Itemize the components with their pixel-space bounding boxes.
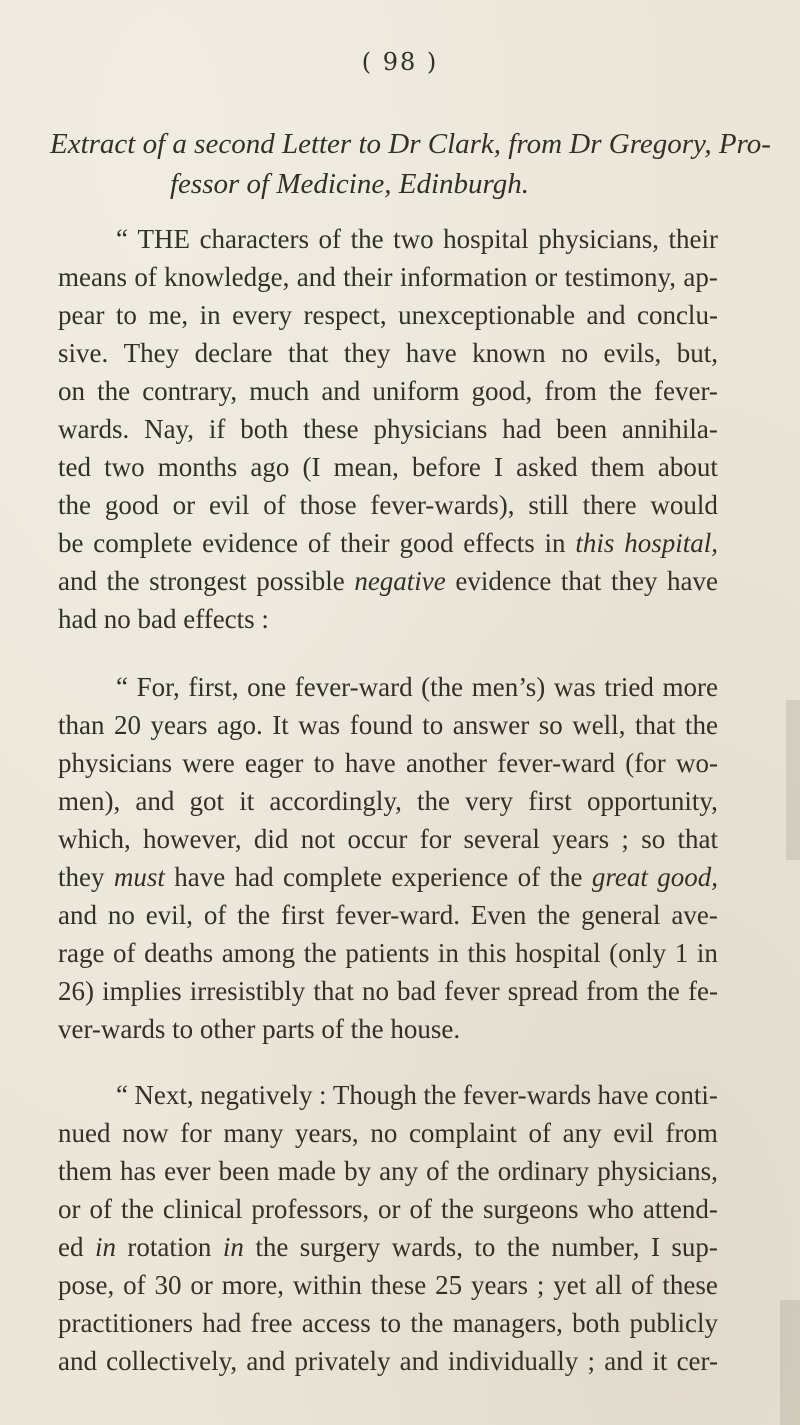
page-edge-shadow [780, 1300, 800, 1425]
text-line: physicians were eager to have another fever-ward (for wo- [58, 748, 718, 778]
text-line: men), and got it accordingly, the very first opportunity, [58, 786, 718, 816]
text-line: and no evil, of the first fever-ward. Even the general ave- [58, 900, 718, 930]
text-line: ed in rotation in the surgery wards, to the number, I sup- [58, 1232, 718, 1262]
text-line: sive. They declare that they have known no evils, but, [58, 338, 718, 368]
text-line: or of the clinical professors, or of the surgeons who attend- [58, 1194, 718, 1224]
text-line: on the contrary, much and uniform good, from the fever- [58, 376, 718, 406]
text-line: “ THE characters of the two hospital physicians, their [116, 224, 718, 254]
text-line: be complete evidence of their good effects in this hospital, [58, 528, 718, 558]
page-edge-shadow [786, 700, 800, 860]
text-line: the good or evil of those fever-wards), still there would [58, 490, 718, 520]
text-line: and collectively, and privately and individually ; and it cer- [58, 1346, 718, 1376]
heading-line: fessor of Medicine, Edinburgh. [170, 168, 529, 200]
text-line: which, however, did not occur for several years ; so that [58, 824, 718, 854]
text-line: rage of deaths among the patients in this hospital (only 1 in [58, 938, 718, 968]
paragraph-2 [58, 668, 718, 1048]
text-line: them has ever been made by any of the ordinary physicians, [58, 1156, 718, 1186]
paragraph-1 [58, 220, 718, 638]
text-line: 26) implies irresistibly that no bad fever spread from the fe- [58, 976, 718, 1006]
text-line: had no bad effects : [58, 604, 269, 634]
text-line: ver-wards to other parts of the house. [58, 1014, 461, 1044]
text-line: practitioners had free access to the managers, both publicly [58, 1308, 718, 1338]
letter-heading [50, 124, 771, 204]
paragraph-3 [58, 1076, 718, 1380]
text-line: means of knowledge, and their information or testimony, ap- [58, 262, 718, 292]
text-line: and the strongest possible negative evidence that they have [58, 566, 718, 596]
page-number: ( 98 ) [361, 48, 439, 76]
text-line: pose, of 30 or more, within these 25 years ; yet all of these [58, 1270, 718, 1300]
text-line: pear to me, in every respect, unexceptionable and conclu- [58, 300, 718, 330]
text-line: than 20 years ago. It was found to answer so well, that the [58, 710, 718, 740]
text-line: nued now for many years, no complaint of any evil from [58, 1118, 718, 1148]
text-line: wards. Nay, if both these physicians had been annihila- [58, 414, 718, 444]
text-line: they must have had complete experience of the great good, [58, 862, 718, 892]
text-line: ted two months ago (I mean, before I asked them about [58, 452, 718, 482]
text-line: “ For, first, one fever-ward (the men’s) was tried more [116, 672, 718, 702]
heading-line: Extract of a second Letter to Dr Clark, from Dr Gregory, Pro- [50, 128, 771, 160]
text-line: “ Next, negatively : Though the fever-wards have conti- [116, 1080, 718, 1110]
